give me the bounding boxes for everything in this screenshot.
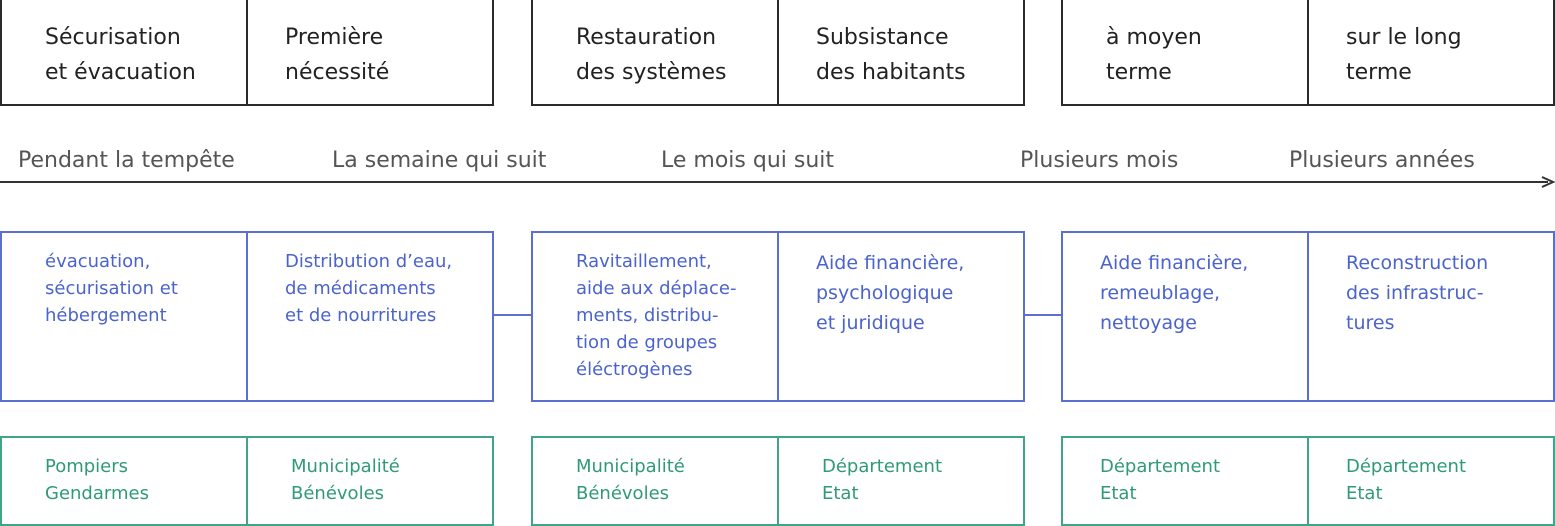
- phase-label: à moyen terme: [1106, 25, 1202, 85]
- actor-text: Pompiers Gendarmes: [45, 456, 149, 504]
- action-text: Distribution d’eau, de médicaments et de nourritures: [285, 251, 453, 326]
- action-text: évacuation, sécurisation et hébergement: [45, 251, 178, 326]
- timeline-label-pendant-la-tempete: Pendant la tempête: [18, 148, 235, 173]
- action-box-remeublage: [1061, 231, 1309, 402]
- action-box-evacuation: [0, 231, 248, 402]
- timeline-label-mois: Le mois qui suit: [661, 148, 835, 173]
- timeline-label-plusieurs-annees: Plusieurs années: [1289, 148, 1475, 173]
- action-connector-2: [1025, 314, 1061, 316]
- phase-box-restauration: [531, 0, 779, 106]
- actor-box-pompiers: [0, 436, 248, 526]
- action-connector-1: [494, 314, 531, 316]
- phase-box-moyen-terme: [1061, 0, 1309, 106]
- actor-text: Département Etat: [1346, 456, 1466, 504]
- actor-text: Département Etat: [1100, 456, 1220, 504]
- actor-box-municipalite-1: [246, 436, 494, 526]
- action-text: Aide financière, remeublage, nettoyage: [1100, 252, 1249, 334]
- phase-label: Première nécessité: [285, 25, 390, 85]
- timeline-label-plusieurs-mois: Plusieurs mois: [1020, 148, 1179, 173]
- phase-label: sur le long terme: [1346, 25, 1462, 85]
- phase-group-2: [531, 0, 1025, 106]
- actor-box-municipalite-2: [531, 436, 779, 526]
- phase-label: Restauration des systèmes: [576, 25, 727, 85]
- actor-text: Département Etat: [822, 456, 942, 504]
- phase-box-long-terme: [1307, 0, 1555, 106]
- phase-box-subsistance: [777, 0, 1025, 106]
- phase-box-premiere-necessite: [246, 0, 494, 106]
- phase-label: Sécurisation et évacuation: [45, 25, 196, 85]
- actor-text: Municipalité Bénévoles: [291, 456, 400, 504]
- action-box-distribution: [246, 231, 494, 402]
- timeline-axis: [0, 181, 1548, 183]
- actor-box-departement-2: [1061, 436, 1309, 526]
- action-box-ravitaillement: [531, 231, 779, 402]
- actor-text: Municipalité Bénévoles: [576, 456, 685, 504]
- action-box-reconstruction: [1307, 231, 1555, 402]
- action-text: Reconstruction des infrastruc- tures: [1346, 252, 1489, 334]
- action-text: Ravitaillement, aide aux déplace- ments, distribu- tion de groupes éléctrogènes: [576, 251, 737, 380]
- timeline-label-semaine: La semaine qui suit: [332, 148, 547, 173]
- action-box-aide-financiere-juridique: [777, 231, 1025, 402]
- actor-box-departement-1: [777, 436, 1025, 526]
- actor-box-departement-3: [1307, 436, 1555, 526]
- phase-group-1: [0, 0, 494, 106]
- phase-box-securisation: [0, 0, 248, 106]
- timeline-arrow-icon: [1541, 176, 1555, 188]
- phase-label: Subsistance des habitants: [816, 25, 966, 85]
- phase-group-3: [1061, 0, 1555, 106]
- action-text: Aide financière, psychologique et juridique: [816, 252, 965, 334]
